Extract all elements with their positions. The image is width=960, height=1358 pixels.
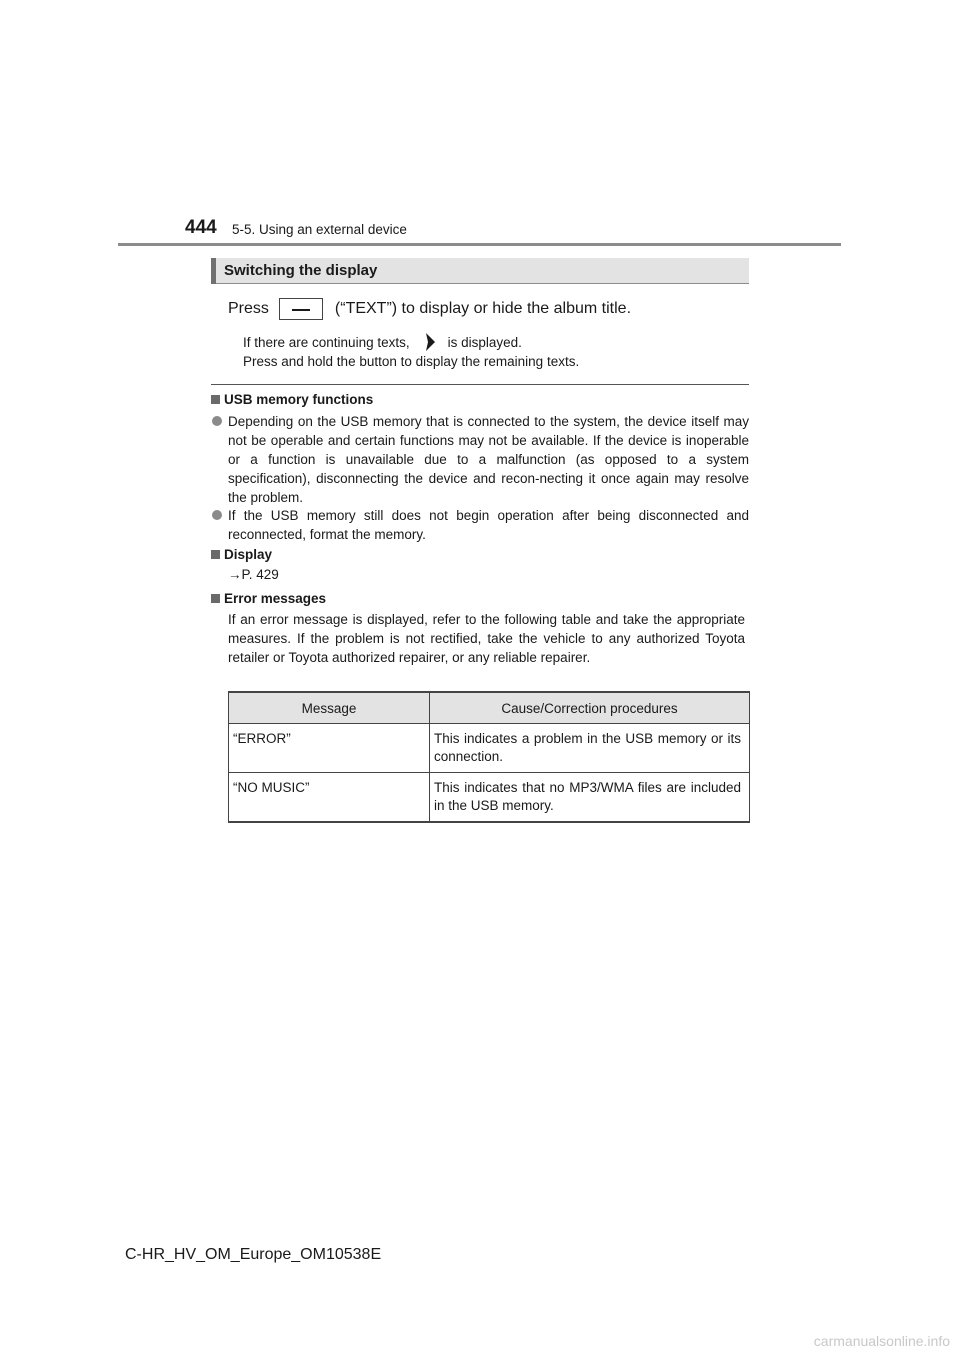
subhead-usb-memory	[211, 392, 373, 407]
instruction-suffix: (“TEXT”) to display or hide the album title.	[334, 300, 632, 317]
bullet-item	[211, 412, 749, 507]
square-bullet-icon	[211, 594, 220, 603]
subhead-display-text: Display	[224, 547, 273, 562]
note-press-hold: Press and hold the button to display the remaining texts.	[243, 354, 580, 369]
square-bullet-icon	[211, 550, 220, 559]
header-cause: Cause/Correction procedures	[430, 692, 750, 724]
subhead-display	[211, 547, 272, 562]
header-message: Message	[229, 692, 430, 724]
bullet-item	[211, 506, 749, 544]
note1-suffix: is displayed.	[447, 334, 522, 350]
note-continuing-texts	[243, 333, 522, 351]
footer-code: C-HR_HV_OM_Europe_OM10538E	[125, 1246, 382, 1263]
text-button-icon	[279, 298, 323, 320]
watermark: carmanualsonline.info	[813, 1333, 950, 1349]
table-row	[229, 773, 750, 823]
errors-body: If an error message is displayed, refer to the following table and take the appropriate measures. If the problem is not rectified, take the vehicle to any authorized Toyota retailer or Toyota authorized repairer, or any reliable repairer.	[228, 612, 745, 665]
cell-cause: This indicates that no MP3/WMA files are included in the USB memory.	[430, 773, 750, 823]
instruction-prefix: Press	[228, 300, 269, 317]
instruction-line	[228, 298, 631, 320]
subhead-errors-text: Error messages	[224, 591, 327, 606]
error-table	[228, 691, 750, 823]
heading-accent	[211, 258, 216, 284]
heading-text: Switching the display	[224, 262, 378, 279]
heading-switching-display	[211, 258, 749, 284]
bullet-text: Depending on the USB memory that is connected to the system, the device itself may not be operable and certain functions may not be available. If the device is inoperable or a function is unavailable due to a malfunction (as opposed to a system specification), disconnecting the device and recon-necting it once again may resolve the problem.	[228, 414, 749, 505]
page-number: 444	[185, 217, 217, 238]
page-reference: →P. 429	[228, 567, 279, 582]
circle-bullet-icon	[212, 510, 222, 520]
cell-cause: This indicates a problem in the USB memory or its connection.	[430, 724, 750, 773]
subhead-usb-text: USB memory functions	[224, 392, 374, 407]
table-row	[229, 724, 750, 773]
square-bullet-icon	[211, 395, 220, 404]
table-header-row	[229, 692, 750, 724]
section-divider	[211, 384, 749, 385]
circle-bullet-icon	[212, 416, 222, 426]
continue-arrow-icon	[424, 333, 436, 351]
header-rule	[118, 243, 841, 246]
cell-message: “ERROR”	[229, 724, 430, 773]
note1-prefix: If there are continuing texts,	[243, 334, 410, 350]
section-title: 5-5. Using an external device	[232, 222, 407, 237]
cell-message: “NO MUSIC”	[229, 773, 430, 823]
subhead-error-messages	[211, 591, 326, 606]
bullet-text: If the USB memory still does not begin operation after being disconnected and reconnected, format the memory.	[228, 508, 749, 542]
